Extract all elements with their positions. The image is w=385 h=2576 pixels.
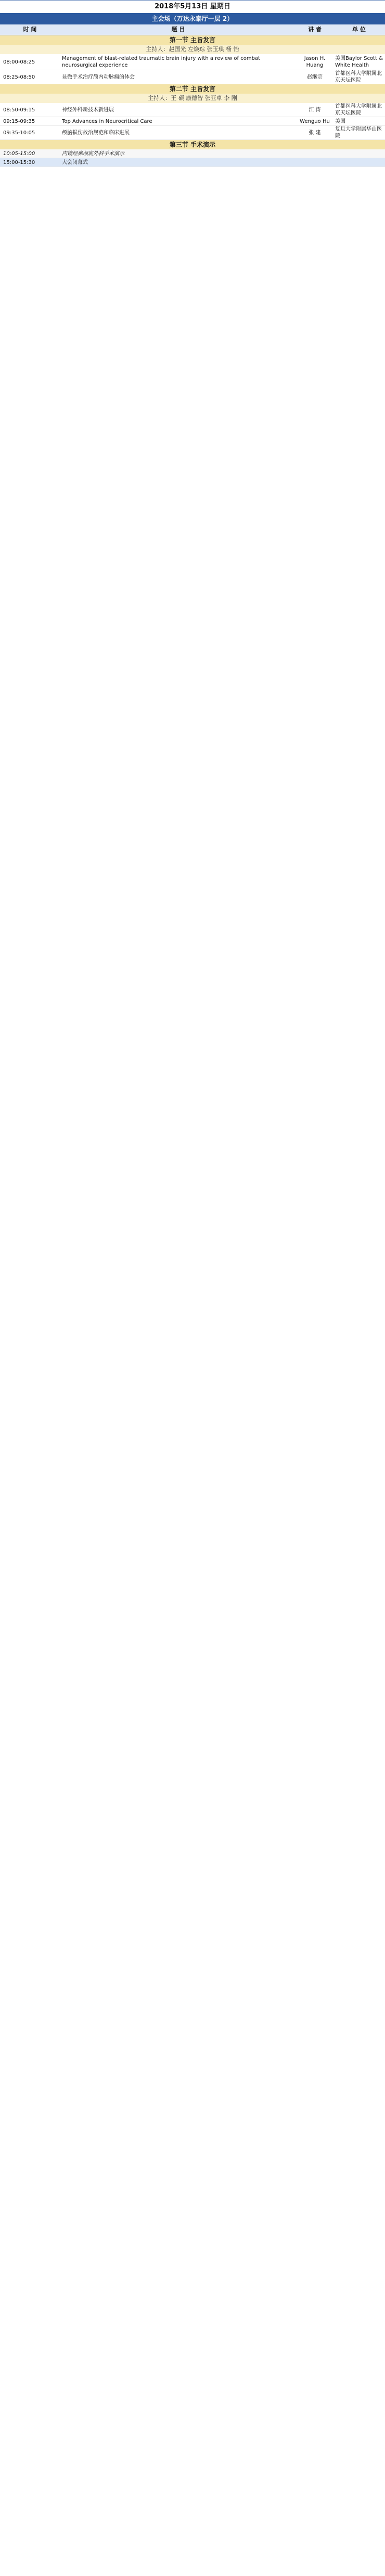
row-topic: Management of blast-related traumatic brain injury with a review of combat neurosurgical experience <box>62 56 261 68</box>
column-topic: 题 目 <box>171 26 185 33</box>
row-speaker: 江 涛 <box>309 107 321 113</box>
row-unit: 美国 <box>335 118 345 124</box>
table-row <box>0 117 385 126</box>
row-speaker: 赵继宗 <box>307 74 323 80</box>
row-topic: Top Advances in Neurocritical Care <box>62 118 152 124</box>
table-row <box>0 103 385 117</box>
session-title: 第一节 主旨发言 <box>0 35 385 45</box>
row-topic: 显微手术治疗颅内动脉瘤的体会 <box>62 74 135 80</box>
session-chair: 主持人：赵国光 左焕琮 张玉琪 杨 怡 <box>0 45 385 54</box>
table-row <box>0 54 385 70</box>
program-document <box>0 0 385 170</box>
row-unit: 首都医科大学附属北京天坛医院 <box>335 104 382 116</box>
column-unit: 单 位 <box>352 26 366 33</box>
row-time: 10:05-15:00 <box>3 150 35 157</box>
row-time: 15:00-15:30 <box>3 159 35 165</box>
session-chair: 主持人：王 硕 康德智 张亚卓 李 刚 <box>0 94 385 103</box>
hall-header: 主会场（万达永泰厅一层 2） <box>0 13 385 24</box>
row-topic: 神经外科新技术新进展 <box>62 107 114 113</box>
row-unit: 美国Baylor Scott & White Health <box>335 56 383 68</box>
row-unit: 复旦大学附属华山医院 <box>335 126 382 139</box>
row-speaker: 张 建 <box>309 130 321 136</box>
section-divider <box>0 167 385 170</box>
row-unit: 首都医科大学附属北京天坛医院 <box>335 71 382 83</box>
row-topic: 颅脑损伤救治规范和临床进展 <box>62 130 130 136</box>
table-row <box>0 158 385 167</box>
row-topic: 大会闭幕式 <box>62 159 88 165</box>
row-speaker: Wenguo Hu <box>300 118 330 124</box>
row-time: 08:25-08:50 <box>3 74 35 80</box>
row-time: 08:50-09:15 <box>3 107 35 113</box>
row-topic: 内镜经鼻颅底外科手术演示 <box>62 150 124 157</box>
session-title: 第三节 手术演示 <box>0 140 385 149</box>
day-header: 2018年5月13日 星期日 <box>0 0 385 13</box>
column-time: 时 间 <box>23 26 37 33</box>
row-time: 08:00-08:25 <box>3 59 35 65</box>
table-row <box>0 70 385 84</box>
session-title: 第二节 主旨发言 <box>0 84 385 94</box>
column-speaker: 讲 者 <box>308 26 322 33</box>
row-time: 09:15-09:35 <box>3 118 35 124</box>
table-row <box>0 149 385 158</box>
table-row <box>0 126 385 140</box>
row-time: 09:35-10:05 <box>3 130 35 136</box>
column-header <box>0 24 385 35</box>
row-speaker: Jason H. Huang <box>304 56 326 68</box>
